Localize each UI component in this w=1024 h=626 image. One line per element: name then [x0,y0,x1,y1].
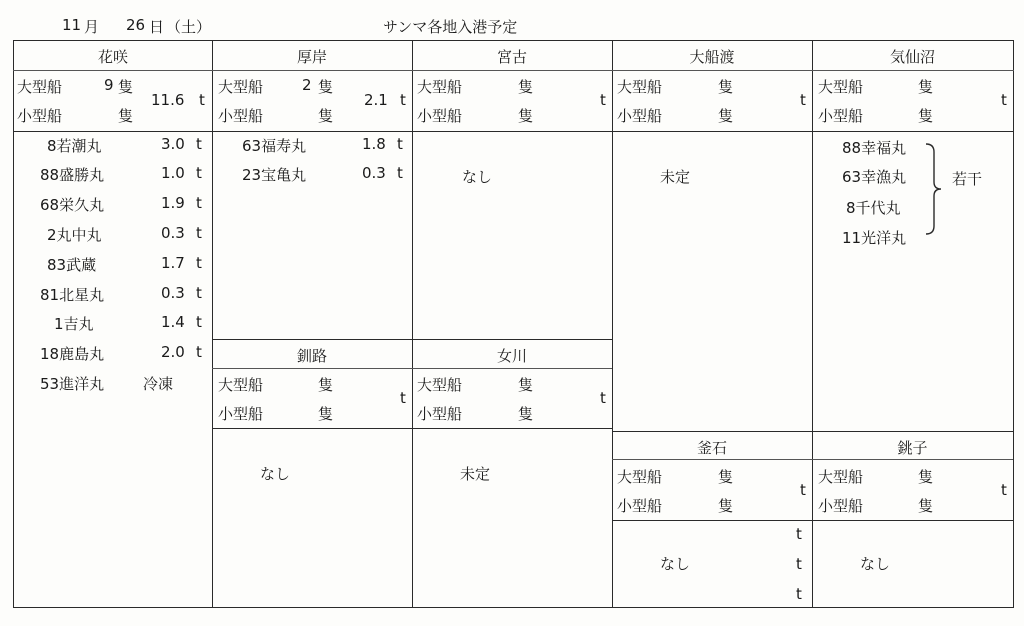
boat-amount: 0.3 [362,164,386,182]
date-weekday: （土） [166,18,212,36]
ton-unit: t [397,164,403,182]
ship-unit: 隻 [718,497,734,515]
ship-unit: 隻 [318,376,334,394]
ton-unit: t [397,135,403,153]
status-text: なし [660,555,691,573]
boat-name: 68栄久丸 [40,196,105,214]
ton-unit: t [196,224,202,242]
ton-unit: t [196,284,202,302]
small-ship-label: 小型船 [218,405,264,423]
port-name-miyako: 宮古 [496,48,527,66]
date-day: 26 [126,16,146,34]
boat-amount: 2.0 [161,343,185,361]
small-ship-label: 小型船 [417,405,463,423]
ton-unit: t [196,313,202,331]
ship-unit: 隻 [918,497,934,515]
boat-amount: 1.9 [161,194,185,212]
list-item [0,224,213,248]
ton-unit: t [796,525,802,543]
list-item [0,284,213,308]
boat-name: 81北星丸 [40,286,105,304]
boat-name: 8若潮丸 [47,137,102,155]
boat-amount: 1.0 [161,164,185,182]
ton-unit: t [196,135,202,153]
ton-unit: t [1001,481,1007,499]
date-day-unit: 日 [149,18,165,36]
small-ship-label: 小型船 [17,107,63,125]
ship-unit: 隻 [918,78,934,96]
list-item [212,164,412,188]
boat-name: 23宝亀丸 [242,166,307,184]
small-ship-label: 小型船 [818,497,864,515]
port-name-choshi: 銚子 [897,439,928,457]
port-name-hanasaki: 花咲 [97,48,128,66]
boat-amount: 1.8 [362,135,386,153]
ship-unit: 隻 [318,78,334,96]
boat-amount: 冷凍 [143,375,174,393]
curly-brace-icon [924,142,946,236]
large-ship-label: 大型船 [818,468,864,486]
list-item [0,254,213,278]
status-text: なし [860,555,891,573]
small-ship-label: 小型船 [617,107,663,125]
large-ship-label: 大型船 [218,78,264,96]
large-ship-label: 大型船 [17,78,63,96]
port-name-ofunato: 大船渡 [689,48,735,66]
list-item: 8千代丸 [846,199,901,217]
list-item: 63幸漁丸 [842,168,907,186]
small-ship-label: 小型船 [417,107,463,125]
ton-unit: t [800,481,806,499]
small-ship-label: 小型船 [818,107,864,125]
ship-unit: 隻 [318,107,334,125]
ship-unit: 隻 [518,78,534,96]
status-text: 未定 [660,168,691,186]
ship-unit: 隻 [918,107,934,125]
list-item [0,135,213,159]
ship-unit: 隻 [118,107,134,125]
port-name-onagawa: 女川 [496,347,527,365]
port-name-akkeshi: 厚岸 [296,48,327,66]
port-name-kesennuma: 気仙沼 [889,48,935,66]
ship-unit: 隻 [718,78,734,96]
boat-amount: 1.7 [161,254,185,272]
ton-unit: t [400,389,406,407]
boat-name: 18鹿島丸 [40,345,105,363]
large-ship-label: 大型船 [218,376,264,394]
ton-unit: t [600,389,606,407]
ton-unit: t [196,194,202,212]
ship-unit: 隻 [718,468,734,486]
ton-unit: t [196,254,202,272]
boat-amount: 0.3 [161,284,185,302]
status-text: 未定 [460,465,491,483]
ship-unit: 隻 [318,405,334,423]
ton-unit: t [800,91,806,109]
list-item: 88幸福丸 [842,139,907,157]
list-item [0,313,213,337]
boat-amount: 0.3 [161,224,185,242]
ton-unit: t [199,91,205,109]
ship-unit: 隻 [518,376,534,394]
boat-name: 63福寿丸 [242,137,307,155]
list-item [0,343,213,367]
list-item [0,373,213,397]
large-ship-label: 大型船 [417,376,463,394]
ship-unit: 隻 [918,468,934,486]
list-item [212,135,412,159]
ton-unit: t [796,585,802,603]
large-ship-count: 2 [302,76,312,94]
amount-note: 若干 [952,170,983,188]
small-ship-label: 小型船 [617,497,663,515]
ton-unit: t [196,164,202,182]
boat-name: 88盛勝丸 [40,166,105,184]
date-month: 11 [62,16,82,34]
port-name-kamaishi: 釜石 [696,439,727,457]
small-ship-label: 小型船 [218,107,264,125]
status-text: なし [462,168,493,186]
boat-name: 83武蔵 [47,256,97,274]
large-ship-label: 大型船 [617,468,663,486]
large-ship-label: 大型船 [818,78,864,96]
large-ship-count: 9 [104,76,114,94]
boat-amount: 3.0 [161,135,185,153]
list-item [0,194,213,218]
list-item: 11光洋丸 [842,229,907,247]
date-month-unit: 月 [84,18,100,36]
ship-unit: 隻 [118,78,134,96]
ship-unit: 隻 [718,107,734,125]
ton-unit: t [796,555,802,573]
ton-unit: t [600,91,606,109]
port-name-kushiro: 釧路 [296,347,327,365]
ton-unit: t [1001,91,1007,109]
list-item [0,164,213,188]
boat-name: 2丸中丸 [47,226,102,244]
ship-unit: 隻 [518,405,534,423]
large-ship-label: 大型船 [617,78,663,96]
page-title: サンマ各地入港予定 [383,18,518,36]
total-tonnage: 11.6 [151,91,185,109]
large-ship-label: 大型船 [417,78,463,96]
boat-name: 1吉丸 [54,315,94,333]
boat-name: 53進洋丸 [40,375,105,393]
status-text: なし [260,465,291,483]
ton-unit: t [400,91,406,109]
ton-unit: t [196,343,202,361]
total-tonnage: 2.1 [364,91,388,109]
boat-amount: 1.4 [161,313,185,331]
ship-unit: 隻 [518,107,534,125]
